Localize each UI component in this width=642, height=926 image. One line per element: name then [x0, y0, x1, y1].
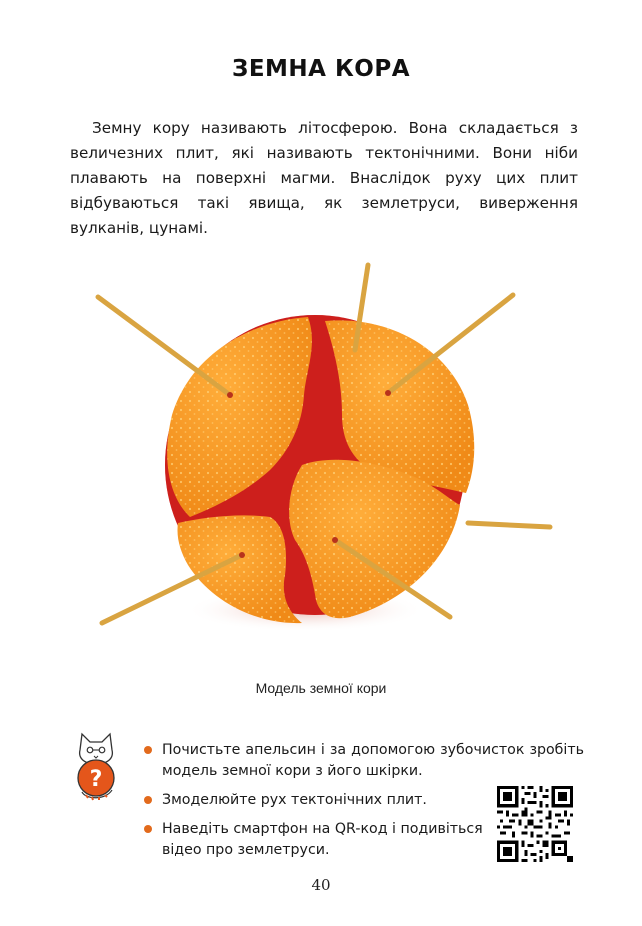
task-text: Змоделюйте рух тектонічних плит.: [162, 792, 427, 808]
page-title: ЗЕМНА КОРА: [231, 56, 410, 82]
bullet-dot: [144, 746, 152, 754]
question-mark: ?: [89, 767, 103, 792]
orange-crust-illustration: [80, 255, 570, 650]
task-text: Почистьте апельсин і за допомогою зубочисток зробіть модель земної кори з його шкірки.: [162, 742, 584, 779]
illustration-caption: Модель земної кори: [255, 680, 387, 696]
question-cat-icon: [68, 728, 124, 802]
intro-paragraph: Земну кору називають літосферою. Вона складається з величезних плит, які називають тектонічними. Вони ніби плавають на поверхні магми. Внаслідок руху цих плит відбуваються такі явища, як землетруси, виверження вулканів, цунамі.: [70, 119, 578, 237]
toothpick-1: [98, 297, 230, 395]
bullet-dot: [144, 825, 152, 833]
task-item: [144, 740, 584, 782]
task-text: Наведіть смартфон на QR-код і подивіться відео про землетруси.: [162, 821, 483, 858]
bullet-dot: [144, 796, 152, 804]
page-number: 40: [311, 876, 331, 894]
toothpick-4: [468, 523, 550, 527]
task-item: [144, 819, 492, 861]
qr-code-icon[interactable]: [497, 786, 573, 862]
